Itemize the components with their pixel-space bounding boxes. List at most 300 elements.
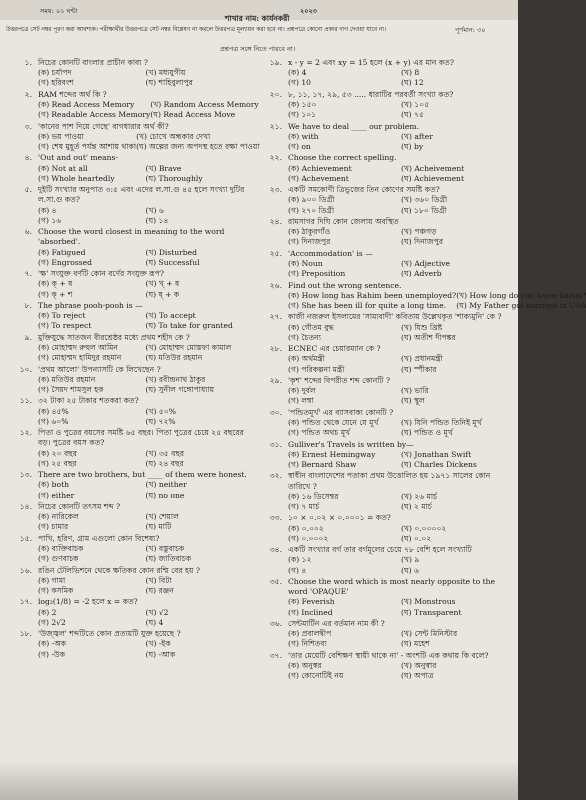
question-text: পিতা ও পুত্রের বয়সের সমষ্টি ৬৫ বছর। পিতা পুত্রের চেয়ে ২৫ বছরের বড়। পুত্রের বয়স কত? — [38, 428, 244, 448]
answer-option: (গ) on — [288, 142, 311, 151]
options-grid — [8, 343, 253, 363]
answer-option: (ঘ) মাটি — [145, 522, 172, 532]
answer-option: (ঘ) Read Access Move — [150, 110, 236, 120]
question-item — [8, 89, 259, 121]
answer-option: (গ) পন্ডিত অথচ মূর্খ — [288, 428, 351, 438]
question-text: x - y = 2 এবং xy = 15 হলে (x + y) এর মান কত? — [288, 58, 454, 67]
answer-option: (ক) ১৬ ডিসেম্বর — [288, 491, 339, 501]
options-grid — [258, 195, 514, 215]
options-grid — [8, 576, 253, 596]
question-number: ২৩. — [269, 185, 282, 195]
question-number: ১. — [24, 58, 32, 67]
answer-option: (ঘ) ১৪ — [145, 215, 169, 225]
question-text: 'তার মেয়েটি বেশিক্ষণ স্থায়ী থাকে না' - অংশটি এক কথায় কি বলে? — [288, 650, 489, 660]
answer-option: (গ) ক্ + শ — [38, 289, 73, 299]
options-grid — [258, 629, 514, 649]
question-item — [8, 58, 253, 89]
question-number: ৩৭. — [269, 650, 282, 660]
answer-option: (ক) ১২ — [288, 555, 312, 565]
header-year: ২০২৩ — [300, 7, 317, 15]
answer-option: (ঘ) ৭২% — [145, 416, 176, 426]
question-item — [258, 153, 514, 184]
question-text: Choose the word closest in meaning to the word 'absorbed'. — [38, 227, 225, 247]
question-text: log₂(1/8) = -2 হলে x = কত? — [38, 597, 138, 607]
question-text: নিচের কোনটি তৎসম শব্দ ? — [38, 501, 121, 511]
question-number: ১২. — [19, 428, 32, 438]
options-grid — [258, 290, 586, 311]
answer-option: (গ) কোনোটিই নয় — [288, 671, 344, 681]
instructions-note: প্রশ্নপত্র সঙ্গে নিতে পারবে না। — [220, 45, 296, 53]
answer-option: (খ) ২৬ মার্চ — [401, 491, 438, 501]
answer-option: (ক) ৪ — [38, 205, 57, 215]
answer-option: (গ) ৪ — [288, 565, 307, 575]
answer-option: (গ) either — [38, 490, 75, 500]
question-text: There are two brothers, but ____ of them were honest. — [38, 470, 247, 480]
question-item — [8, 396, 253, 427]
question-number: ২. — [24, 89, 32, 99]
answer-option: (ঘ) 12 — [401, 78, 424, 88]
question-line — [8, 153, 253, 163]
answer-option: (ঘ) by — [401, 142, 424, 151]
question-line — [258, 577, 514, 597]
question-line — [8, 227, 253, 247]
question-number: ১৪. — [19, 501, 32, 511]
question-number: ৬. — [24, 227, 32, 237]
options-grid — [8, 449, 253, 469]
answer-option: (গ) গুণবাচক — [38, 554, 79, 564]
options-grid — [258, 450, 514, 470]
question-text: The phrase pooh-pooh is — — [38, 300, 143, 310]
question-number: ২৭. — [269, 312, 282, 322]
answer-option: (গ) ৬০% — [38, 416, 69, 426]
options-grid — [258, 100, 514, 120]
answer-option: (গ) To respect — [38, 321, 92, 331]
question-text: ১০ × ০.০২ × ০.০০০১ = কত? — [288, 513, 391, 523]
answer-option: (ঘ) To take for granted — [145, 321, 233, 331]
answer-option: (ক) Not at all — [38, 163, 88, 173]
question-line — [258, 408, 514, 418]
question-line — [8, 90, 253, 100]
question-line — [8, 502, 253, 512]
answer-option: (ক) প্রবালদ্বীপ — [288, 629, 332, 639]
answer-option: (খ) neither — [145, 480, 187, 490]
answer-option: (খ) ভারি — [401, 386, 429, 396]
answer-option: (খ) Brave — [145, 163, 182, 173]
question-text: ECNEC এর চেয়ারম্যান কে ? — [288, 344, 381, 354]
question-number: ৩৪. — [269, 545, 282, 555]
question-item — [8, 629, 253, 660]
options-grid — [258, 132, 514, 152]
question-item — [8, 534, 253, 565]
question-text: সেন্টমার্টিন এর বর্তমান নাম কী ? — [288, 618, 385, 628]
answer-option: (ঘ) দিনাজপুর — [401, 237, 444, 247]
question-text: দুইটি সংখ্যার অনুপাত ৩:৫ এবং এদের ল.সা.গু ৪৫ হলে সংখ্যা দুটির ল.সা.গু কত? — [38, 185, 245, 205]
options-grid — [8, 206, 253, 226]
question-item — [8, 269, 253, 300]
question-text: 'Out and out' means- — [38, 153, 118, 163]
question-number: ৩. — [24, 121, 32, 131]
question-number: ৯. — [24, 332, 32, 342]
answer-option: (ঘ) Thoroughly — [145, 173, 203, 183]
answer-option: (ক) গামা — [38, 575, 66, 585]
answer-option: (ক) ২০ বছর — [38, 448, 77, 458]
answer-option: (গ) পরিকল্পনা মন্ত্রী — [288, 364, 345, 374]
answer-option: (খ) ৩৬০ ডিগ্রী — [401, 195, 448, 205]
question-text: একটি সমকোণী ত্রিভুজের তিন কোণের সমষ্টি কত? — [288, 185, 440, 195]
answer-option: (গ) নিশিতব্য — [288, 639, 327, 649]
answer-option: (ক) ৯০০ ডিগ্রী — [288, 195, 335, 205]
question-line — [8, 566, 253, 576]
options-grid — [258, 418, 514, 438]
question-item — [258, 545, 514, 576]
question-line — [8, 534, 253, 544]
question-number: ২৮. — [269, 344, 282, 354]
answer-option: (খ) বিটা — [145, 575, 172, 585]
answer-option: (ঘ) ৬ — [401, 565, 419, 575]
question-number: ৩০. — [269, 407, 282, 417]
answer-option: (খ) ৬ — [145, 205, 164, 215]
question-line — [258, 619, 514, 629]
answer-option: (ঘ) ২ মার্চ — [401, 501, 432, 511]
question-line — [8, 428, 253, 448]
question-line — [258, 58, 514, 68]
answer-option: (খ) 8 — [401, 68, 420, 78]
question-text: We have to deal ____ our problem. — [288, 121, 420, 131]
answer-option: (গ) Preposition — [288, 269, 346, 279]
answer-option: (ক) Feverish — [288, 597, 335, 607]
question-text: 'কানের পাশ দিয়ে গেছে' বাগধারার অর্থ কী? — [38, 121, 169, 131]
answer-option: (খ) মোহাম্মদ মোস্তফা কামাল — [145, 342, 232, 352]
question-text: স্বাধীন বাংলাদেশের পতাকা প্রথম উত্তোলিত হয় ১৯৭১ সালের কোন তারিখে ? — [288, 471, 491, 491]
answer-option: (গ) চৈতন্য — [288, 332, 321, 342]
question-text: একটি সংখ্যার বর্গ তার বর্গমূলের চেয়ে ৭৮ বেশি হলে সংখ্যাটি — [288, 545, 472, 555]
answer-option: (খ) Disturbed — [145, 247, 198, 257]
question-text: 'পন্ডিতমূর্খ' এর ব্যাসবাক্য কোনটি ? — [288, 407, 394, 417]
answer-option: (ঘ) no one — [145, 490, 185, 500]
question-item — [258, 58, 514, 89]
question-text: ৮, ১১, ১৭, ২৯, ৫৩ ..... ধারাটির পরবর্তী সংখ্যা কত? — [288, 89, 454, 99]
answer-option: (খ) ০.০০০০২ — [401, 523, 447, 533]
question-item — [8, 566, 253, 597]
answer-option: (ঘ) জাতিবাচক — [145, 554, 192, 564]
question-item — [258, 249, 514, 280]
instructions: উত্তরপত্রে সেট নম্বর পূরণ করা আবশ্যক। পরীক্ষার্থীর উত্তরপত্রে সেট নম্বর বিশ্লেষণ না করলে উত্তরপত্র মূল্যায়ন করা হবে না। প্রশ্নপত্রে কোনো প্রকার দাগ দেওয়া যাবে না। — [6, 27, 386, 33]
answer-option: (ক) নারিকেল — [38, 512, 79, 522]
answer-option: (ঘ) ৭৫ — [401, 110, 424, 120]
question-number: ৫. — [24, 185, 32, 195]
options-grid — [258, 661, 514, 681]
question-item — [8, 227, 253, 268]
answer-option: (খ) -ইক — [145, 639, 171, 649]
question-item — [258, 619, 514, 650]
question-line — [8, 185, 253, 205]
question-text: 'উজ্জ্বল' শব্দটিতে কোন প্রত্যয়টি যুক্ত হয়েছে ? — [38, 629, 181, 639]
answer-option: (ক) Read Access Memory — [38, 100, 135, 109]
answer-option: (গ) মোহাম্মদ হামিদুর রহমান — [38, 353, 122, 363]
question-item — [258, 440, 514, 471]
answer-option: (ঘ) অপাত্র — [401, 671, 434, 681]
answer-option: (গ) Readable Access Memory — [38, 110, 151, 120]
answer-option: (গ) ১০১ — [288, 110, 317, 120]
answer-option: (খ) Random Access Memory — [150, 100, 259, 109]
options-grid — [258, 354, 514, 374]
options-grid — [258, 492, 514, 512]
answer-option: (গ) Achevement — [288, 173, 349, 183]
answer-option: (ঘ) অল্পের জন্য অপদস্থ হতে রক্ষা পাওয়া — [136, 142, 260, 151]
question-number: ১৯. — [269, 58, 282, 67]
question-text: 'কৃশ' শব্দের বিপরীত শব্দ কোনটি ? — [288, 375, 391, 385]
options-grid — [8, 544, 253, 564]
question-number: ২১. — [269, 121, 282, 131]
answer-option: (গ) 2√2 — [38, 617, 66, 627]
question-item — [258, 217, 514, 248]
answer-option: (ক) ক্ + ষ — [38, 279, 73, 289]
question-item — [8, 301, 253, 332]
question-line — [258, 312, 514, 322]
question-item — [8, 502, 253, 533]
answer-option: (গ) ২৫ বছর — [38, 458, 77, 468]
answer-option: (ক) with — [288, 131, 319, 141]
answer-option: (ঘ) ০.০২ — [401, 533, 432, 543]
answer-option: (ঘ) ষ্ + ক — [145, 289, 180, 299]
answer-option: (গ) হরিবংশ — [38, 78, 74, 88]
answer-option: (ক) Noun — [288, 258, 323, 268]
answer-option: (ক) 2 — [38, 607, 57, 617]
answer-option: (খ) শেয়াল — [145, 512, 179, 522]
question-item — [8, 365, 253, 396]
question-number: ১১. — [19, 396, 32, 406]
answer-option: (খ) পঞ্চগড় — [401, 227, 437, 237]
question-line — [8, 333, 253, 343]
question-line — [8, 629, 253, 639]
question-number: ১৫. — [19, 533, 32, 543]
question-number: ৩৩. — [269, 513, 282, 523]
answer-option: (ঘ) রঞ্জন — [145, 585, 174, 595]
answer-option: (ক) Ernest Hemingway — [288, 449, 376, 459]
question-line — [258, 651, 514, 661]
question-item — [258, 471, 514, 512]
question-line — [258, 90, 514, 100]
answer-option: (ক) To reject — [38, 311, 86, 321]
answer-option: (ক) 4 — [288, 68, 307, 78]
answer-option: (ক) অনুস্বর — [288, 660, 322, 670]
question-number: ১৬. — [19, 565, 32, 575]
answer-option: (খ) Monstrous — [401, 597, 456, 607]
answer-option: (ক) চর্যাপদ — [38, 68, 72, 78]
answer-option: (ঘ) Successful — [145, 257, 200, 267]
question-line — [258, 281, 514, 291]
options-grid — [8, 639, 253, 659]
answer-option: (খ) ৯ — [401, 555, 420, 565]
answer-option: (ক) ০.০০২ — [288, 523, 324, 533]
question-text: কাজী নজরুল ইসলামের 'সাম্যবাদী' কবিতায় উল্লেখকৃত 'শাক্যমুনি' কে ? — [288, 312, 502, 322]
question-item — [258, 280, 586, 312]
exam-title: শাখার নাম: কার্যনকরী — [225, 14, 290, 23]
question-item — [258, 312, 514, 343]
question-number: ৩১. — [269, 439, 282, 449]
question-number: ২৫. — [269, 248, 282, 258]
options-grid — [8, 100, 259, 120]
answer-option: (গ) দিনাজপুর — [288, 237, 331, 247]
answer-option: (খ) after — [401, 131, 433, 141]
question-text: নিচের কোনটি বাংলার প্রাচীন কাব্য ? — [38, 58, 148, 67]
answer-option: (খ) চোখে অন্ধকার দেখা — [136, 131, 211, 141]
answer-option: (ঘ) ১৮০ ডিগ্রী — [401, 205, 447, 215]
answer-option: (ক) মতিউর রহমান — [38, 374, 96, 384]
options-grid — [8, 248, 253, 268]
answer-option: (গ) কসমিক — [38, 585, 74, 595]
answer-option: (ক) Achievement — [288, 163, 352, 173]
question-text: Gulliver's Travels is written by— — [288, 439, 414, 449]
answer-option: (খ) খ্ + ষ — [145, 279, 180, 289]
question-text: মুক্তিযুদ্ধে সাতজন বীরশ্রেষ্ঠর মধ্যে প্রথম শহীদ কে ? — [38, 332, 190, 342]
question-item — [8, 333, 253, 364]
left-question-column — [8, 58, 260, 661]
answer-option: (ক) -অক — [38, 639, 67, 649]
options-grid — [8, 480, 253, 500]
question-item — [8, 185, 253, 226]
question-number: ২২. — [269, 153, 282, 163]
answer-option: (গ) Inclined — [288, 607, 333, 617]
answer-option: (খ) ১০৫ — [401, 100, 430, 109]
question-item — [258, 513, 514, 544]
answer-option: (খ) রবীন্দ্রনাথ ঠাকুর — [145, 374, 206, 384]
answer-option: (ঘ) স্থূল — [401, 396, 425, 406]
question-line — [258, 545, 514, 555]
question-line — [258, 217, 514, 227]
answer-option: (খ) To accept — [145, 311, 196, 321]
answer-option: (ক) পন্ডিত থেকে যেনে যে মূর্খ — [288, 417, 379, 427]
question-number: ১৩. — [19, 470, 32, 480]
question-text: 'Accommodation' is — — [288, 248, 373, 258]
answer-option: (ক) ঠাকুরগাঁও — [288, 227, 331, 237]
answer-option: (ক) ভয় পাওয়া — [38, 131, 84, 141]
options-grid — [258, 164, 514, 184]
header-time: সময়: ০১ ঘন্টা — [40, 7, 78, 15]
answer-option: (গ) Engrossed — [38, 257, 92, 267]
question-number: ২০. — [269, 89, 282, 99]
question-item — [8, 121, 260, 153]
question-line — [258, 376, 514, 386]
answer-option: (ঘ) ২৪ বছর — [145, 458, 184, 468]
options-grid — [258, 68, 514, 88]
question-text: রঙিন টেলিভিশনে থেকে ক্ষতিকর কোন রশ্মি বের হয় ? — [38, 565, 201, 575]
question-line — [258, 185, 514, 195]
answer-option: (খ) Jonathan Swift — [401, 449, 472, 459]
question-line — [8, 301, 253, 311]
question-number: ২৪. — [269, 216, 282, 226]
answer-option: (ঘ) Charles Dickens — [401, 459, 477, 469]
question-item — [258, 122, 514, 153]
options-grid — [8, 279, 253, 299]
question-line — [8, 269, 253, 279]
question-text: রামসাগর দিঘি কোন জেলায় অবস্থিত — [288, 216, 399, 226]
answer-option: (ক) মোহাম্মদ রুহুল আমিন — [38, 342, 118, 352]
answer-option: (গ) লম্বা — [288, 396, 314, 406]
question-number: ৪. — [24, 153, 32, 163]
answer-option: (ঘ) Achievement — [401, 173, 465, 183]
answer-option: (গ) Whole heartedly — [38, 173, 115, 183]
answer-option: (খ) মধ্যযুগীয় — [145, 68, 186, 78]
answer-option: (ক) both — [38, 480, 70, 490]
answer-option: (ক) Fatigued — [38, 247, 86, 257]
options-grid — [258, 555, 514, 575]
answer-option: (খ) √2 — [145, 607, 169, 617]
options-grid — [8, 375, 253, 395]
answer-option: (ঘ) শাহিবুলাপুর — [145, 78, 193, 88]
question-line — [258, 153, 514, 163]
answer-option: (খ) ৩৫ বছর — [145, 448, 185, 458]
answer-option: (গ) 10 — [288, 78, 311, 88]
answer-option: (গ) ৭ মার্চ — [288, 501, 320, 511]
answer-option: (খ) যিনি পন্ডিত তিনিই মূর্খ — [401, 417, 482, 427]
answer-option: (ঘ) স্পীকার — [401, 364, 437, 374]
answer-option: (খ) How long do you know karim? — [456, 290, 586, 300]
question-number: ৩৫. — [269, 576, 282, 586]
question-number: ১৮. — [19, 629, 32, 639]
question-text: Find out the wrong sentence. — [288, 280, 402, 290]
question-item — [258, 651, 514, 682]
question-line — [8, 470, 253, 480]
question-number: ১০. — [19, 364, 32, 374]
answer-option: (গ) শেষ মুহূর্ত পর্যন্ত আশায় থাকা — [38, 142, 137, 151]
options-grid — [8, 68, 253, 88]
answer-option: (খ) প্রধানমন্ত্রী — [401, 354, 443, 364]
question-line — [8, 58, 253, 68]
answer-option: (ঘ) Transparent — [401, 607, 462, 617]
answer-option: (খ) যিশু খ্রিষ্ট — [401, 322, 443, 332]
question-text: Choose the word which is most nearly opposite to the word 'OPAQUE' — [288, 576, 496, 597]
question-text: পাখি, হরিণ, গ্রাম এগুলো কোন বিশেষ্য? — [38, 533, 160, 543]
answer-option: (ক) দুর্বল — [288, 386, 316, 396]
question-line — [8, 597, 253, 607]
answer-option: (ঘ) পন্ডিত ও মূর্খ — [401, 428, 453, 438]
question-item — [8, 597, 253, 628]
answer-option: (ঘ) My Father got married in USA — [456, 300, 586, 310]
answer-option: (খ) Adjective — [401, 258, 451, 268]
question-item — [258, 185, 514, 216]
question-line — [258, 122, 514, 132]
answer-option: (গ) ১৬ — [38, 215, 62, 225]
question-text: 'প্রথম আলো' উপন্যাসটি কে লিখেছেন ? — [38, 364, 161, 374]
answer-option: (ক) ১৫০ — [288, 100, 317, 109]
options-grid — [258, 227, 514, 247]
question-line — [258, 344, 514, 354]
answer-option: (ক) ব্যক্তিবাচক — [38, 543, 84, 553]
question-line — [258, 513, 514, 523]
answer-option: (গ) চামার — [38, 522, 69, 532]
answer-option: (ঘ) সুনীল গঙ্গোপাধ্যায় — [145, 384, 215, 394]
options-grid — [258, 597, 514, 617]
options-grid — [8, 131, 260, 152]
answer-option: (ঘ) -আক — [145, 649, 176, 659]
answer-option: (ক) অর্থমন্ত্রী — [288, 354, 325, 364]
answer-option: (ঘ) অতীশ দীপঙ্কর — [401, 332, 456, 342]
question-text: 'ক্ষ' সংযুক্ত বর্ণটি কোন বর্ণের সংযুক্ত রূপ? — [38, 269, 164, 279]
options-grid — [258, 386, 514, 406]
question-text: RAM শব্দের অর্থ কি ? — [38, 89, 107, 99]
question-number: ২৬. — [269, 280, 282, 290]
question-item — [258, 408, 514, 439]
question-item — [258, 90, 514, 121]
answer-option: (গ) সৈয়দ শামসুল হক — [38, 384, 104, 394]
answer-option: (ঘ) 4 — [145, 617, 164, 627]
question-text: ৩২ টাকা ২৫ টাকার শতকরা কত? — [38, 396, 139, 406]
options-grid — [258, 259, 514, 279]
question-line — [258, 440, 514, 450]
answer-option: (গ) She has been ill for quite a long time. — [288, 300, 447, 310]
options-grid — [8, 311, 253, 331]
